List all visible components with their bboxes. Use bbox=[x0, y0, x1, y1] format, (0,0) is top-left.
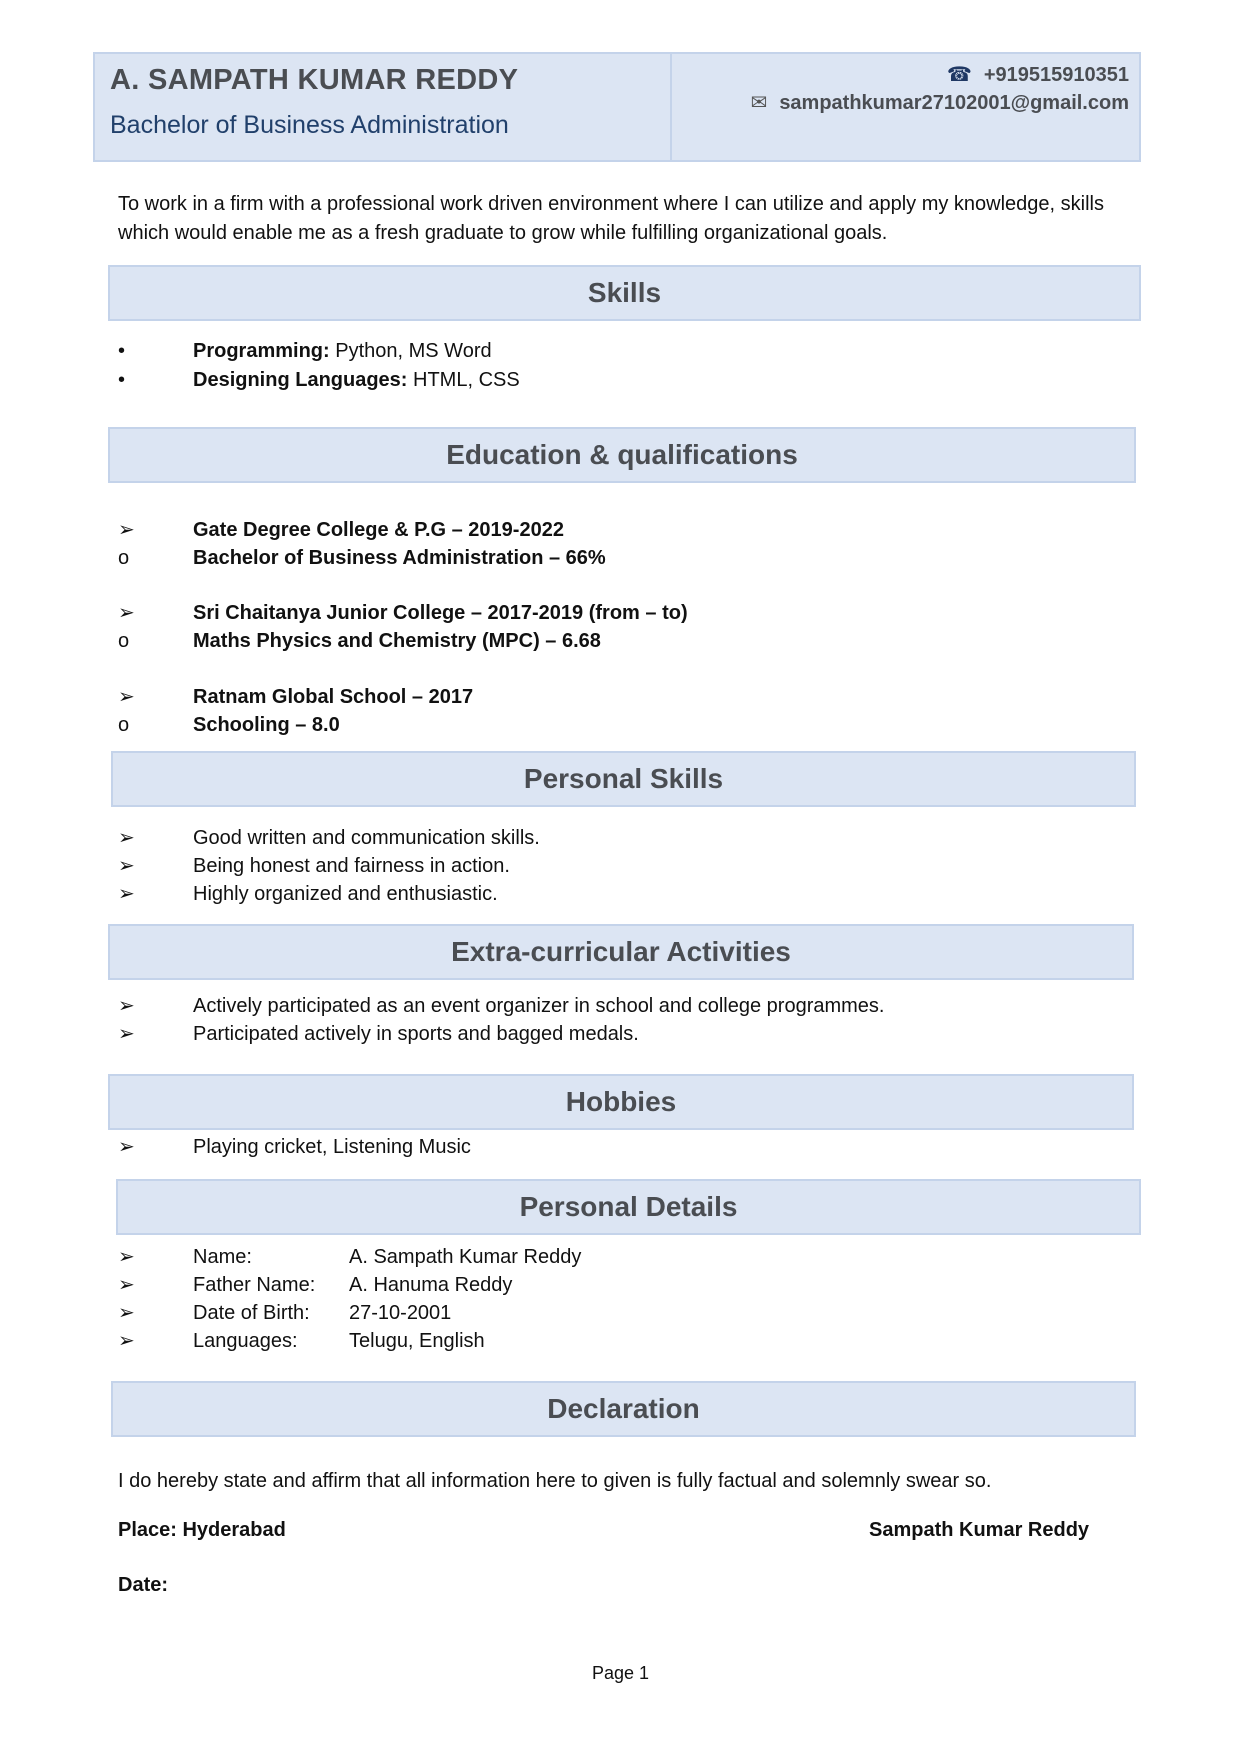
activity: Actively participated as an event organizer in school and college programmes. bbox=[193, 995, 885, 1017]
bullet-circle: o bbox=[118, 630, 130, 652]
personal-skill: Good written and communication skills. bbox=[193, 827, 540, 849]
bullet-arrow: ➢ bbox=[118, 1274, 135, 1296]
bullet-arrow: ➢ bbox=[118, 1136, 135, 1158]
section-header-extra-curricular: Extra-curricular Activities bbox=[108, 924, 1134, 980]
personal-skill: Being honest and fairness in action. bbox=[193, 855, 510, 877]
bullet-arrow: ➢ bbox=[118, 827, 135, 849]
personal-skill: Highly organized and enthusiastic. bbox=[193, 883, 498, 905]
telephone-icon: ☎ bbox=[946, 64, 972, 86]
email-contact bbox=[751, 90, 1129, 115]
candidate-degree: Bachelor of Business Administration bbox=[110, 111, 509, 139]
bullet-arrow: ➢ bbox=[118, 1330, 135, 1352]
qualification: Schooling – 8.0 bbox=[193, 714, 340, 736]
phone-number: +919515910351 bbox=[983, 64, 1129, 86]
header-divider bbox=[670, 52, 672, 162]
signature-name: Sampath Kumar Reddy bbox=[869, 1519, 1090, 1541]
section-header-skills: Skills bbox=[108, 265, 1141, 321]
bullet-dot: • bbox=[118, 340, 126, 362]
school-name: Ratnam Global School – 2017 bbox=[193, 686, 474, 708]
qualification: Maths Physics and Chemistry (MPC) – 6.68 bbox=[193, 630, 601, 652]
bullet-circle: o bbox=[118, 714, 130, 736]
bullet-arrow: ➢ bbox=[118, 602, 135, 624]
bullet-arrow: ➢ bbox=[118, 686, 135, 708]
hobby: Playing cricket, Listening Music bbox=[193, 1136, 471, 1158]
bullet-arrow: ➢ bbox=[118, 883, 135, 905]
skill-value: HTML, CSS bbox=[407, 369, 520, 391]
school-name: Gate Degree College & P.G – 2019-2022 bbox=[193, 519, 564, 541]
bullet-circle: o bbox=[118, 547, 130, 569]
declaration-text: I do hereby state and affirm that all information here to given is fully factual and solemnly swear so. bbox=[118, 1470, 992, 1492]
activity: Participated actively in sports and bagged medals. bbox=[193, 1023, 639, 1045]
detail-value: A. Sampath Kumar Reddy bbox=[349, 1246, 582, 1268]
detail-label: Father Name: bbox=[193, 1274, 316, 1296]
date-label: Date: bbox=[118, 1574, 169, 1596]
bullet-arrow: ➢ bbox=[118, 855, 135, 877]
page-number: Page 1 bbox=[591, 1663, 650, 1683]
section-header-personal-details: Personal Details bbox=[116, 1179, 1141, 1235]
section-header-personal-skills: Personal Skills bbox=[111, 751, 1136, 807]
detail-value: 27-10-2001 bbox=[349, 1302, 452, 1324]
bullet-arrow: ➢ bbox=[118, 995, 135, 1017]
email-address: sampathkumar27102001@gmail.com bbox=[779, 92, 1129, 114]
qualification: Bachelor of Business Administration – 66% bbox=[193, 547, 606, 569]
detail-label: Languages: bbox=[193, 1330, 298, 1352]
phone-contact bbox=[947, 62, 1129, 87]
school-name: Sri Chaitanya Junior College – 2017-2019 (from – to) bbox=[193, 602, 688, 624]
section-header-declaration: Declaration bbox=[111, 1381, 1136, 1437]
detail-value: A. Hanuma Reddy bbox=[349, 1274, 513, 1296]
bullet-arrow: ➢ bbox=[118, 1302, 135, 1324]
candidate-name: A. SAMPATH KUMAR REDDY bbox=[110, 64, 519, 96]
envelope-icon: ✉ bbox=[750, 92, 768, 114]
section-header-hobbies: Hobbies bbox=[108, 1074, 1134, 1130]
bullet-dot: • bbox=[118, 369, 126, 391]
detail-label: Name: bbox=[193, 1246, 252, 1268]
career-objective: To work in a firm with a professional work driven environment where I can utilize and apply my knowledge, skills which would enable me as a fresh graduate to grow while fulfilling organizational goals. bbox=[118, 193, 1104, 244]
skill-label: Programming: bbox=[193, 340, 330, 362]
place: Place: Hyderabad bbox=[118, 1519, 286, 1541]
detail-label: Date of Birth: bbox=[193, 1302, 310, 1324]
skill-label: Designing Languages: bbox=[193, 369, 408, 391]
bullet-arrow: ➢ bbox=[118, 1246, 135, 1268]
skill-value: Python, MS Word bbox=[329, 340, 492, 362]
bullet-arrow: ➢ bbox=[118, 1023, 135, 1045]
detail-value: Telugu, English bbox=[349, 1330, 485, 1352]
section-header-education: Education & qualifications bbox=[108, 427, 1136, 483]
bullet-arrow: ➢ bbox=[118, 519, 135, 541]
